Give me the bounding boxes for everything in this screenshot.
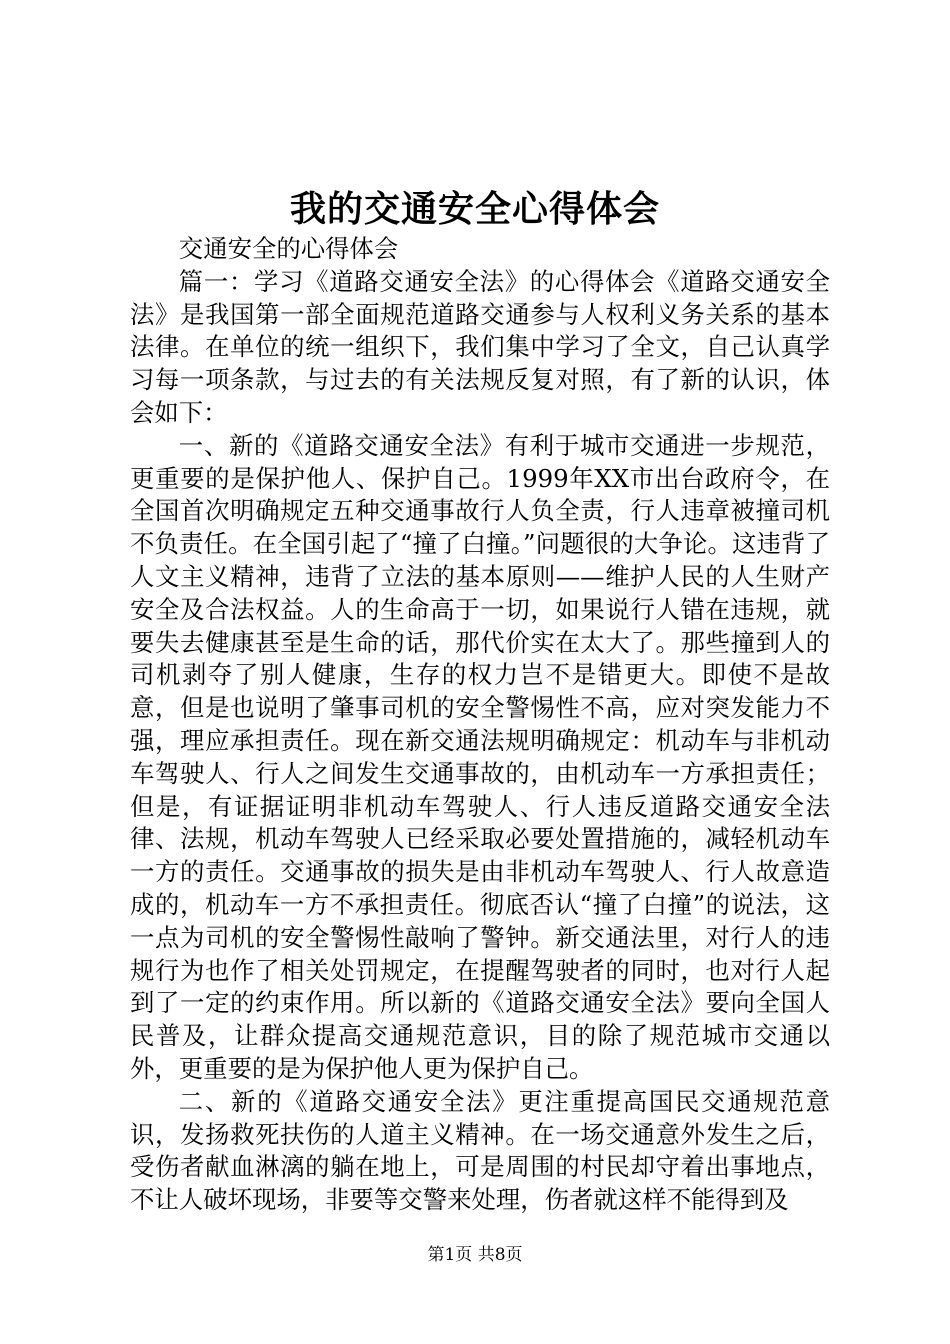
document-body — [130, 233, 830, 1217]
paragraph-intro: 篇一：学习《道路交通安全法》的心得体会《道路交通安全法》是我国第一部全面规范道路交通参与人权利义务关系的基本法律。在单位的统一组织下，我们集中学习了全文，自己认真学习每一项条款，与过去的有关法规反复对照，有了新的认识，体会如下： — [130, 266, 830, 427]
paragraph-subtitle: 交通安全的心得体会 — [178, 234, 399, 263]
paragraph-section-one: 一、新的《道路交通安全法》有利于城市交通进一步规范，更重要的是保护他人、保护自己。1999年XX市出台政府令，在全国首次明确规定五种交通事故行人负全责，行人违章被撞司机不负责任。在全国引起了“撞了白撞。”问题很的大争论。这违背了人文主义精神，违背了立法的基本原则——维护人民的人生财产安全及合法权益。人的生命高于一切，如果说行人错在违规，就要失去健康甚至是生命的话，那代价实在太大了。那些撞到人的司机剥夺了别人健康，生存的权力岂不是错更大。即使不是故意，但是也说明了肇事司机的安全警惕性不高，应对突发能力不强，理应承担责任。现在新交通法规明确规定：机动车与非机动车驾驶人、行人之间发生交通事故的，由机动车一方承担责任；但是，有证据证明非机动车驾驶人、行人违反道路交通安全法律、法规，机动车驾驶人已经采取必要处置措施的，减轻机动车一方的责任。交通事故的损失是由非机动车驾驶人、行人故意造成的，机动车一方不承担责任。彻底否认“撞了白撞”的说法，这一点为司机的安全警惕性敲响了警钟。新交通法里，对行人的违规行为也作了相关处罚规定，在提醒驾驶者的同时，也对行人起到了一定的约束作用。所以新的《道路交通安全法》要向全国人民普及，让群众提高交通规范意识，目的除了规范城市交通以外，更重要的是为保护他人更为保护自己。 — [130, 430, 830, 1083]
paragraph-section-two: 二、新的《道路交通安全法》更注重提高国民交通规范意识，发扬救死扶伤的人道主义精神。在一场交通意外发生之后，受伤者献血淋漓的躺在地上，可是周围的村民却守着出事地点，不让人破坏现场，非要等交警来处理，伤者就这样不能得到及 — [130, 1086, 830, 1215]
page-number-footer: 第1页 共8页 — [427, 1245, 523, 1265]
document-title: 我的交通安全心得体会 — [289, 188, 660, 230]
